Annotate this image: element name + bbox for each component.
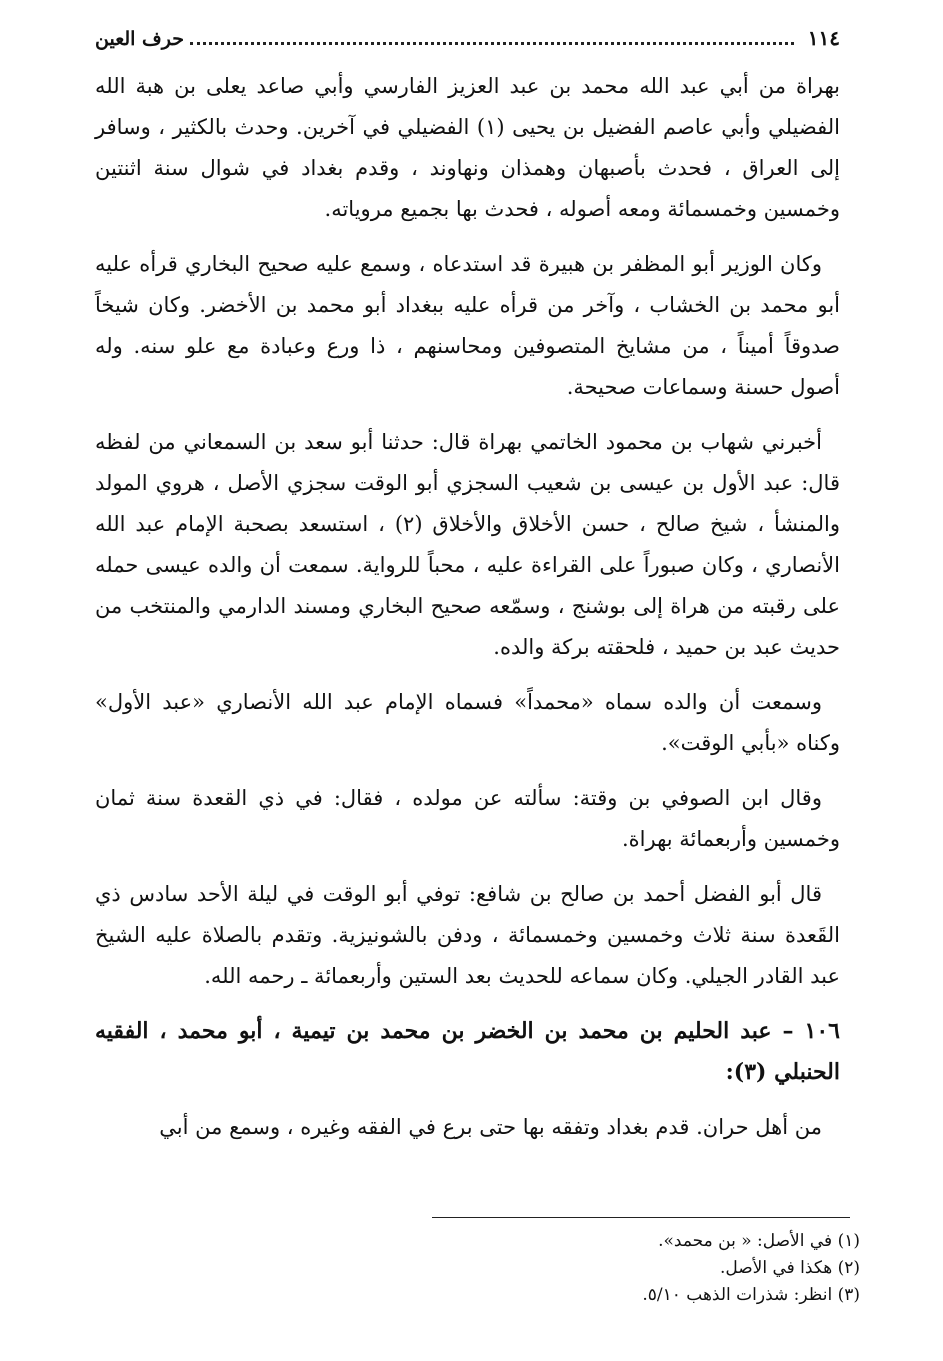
entry-heading: ١٠٦ – عبد الحليم بن محمد بن الخضر بن محمد بن تيمية ، أبو محمد ، الفقيه الحنبلي (٣):	[95, 1018, 840, 1085]
footnote-3: (٣) انظر: شذرات الذهب ٥/١٠.	[642, 1285, 860, 1305]
book-page	[95, 26, 840, 1162]
footnote-separator	[432, 1217, 850, 1219]
page-number: ١١٤	[807, 26, 840, 50]
paragraph-birth: وقال ابن الصوفي بن وقتة: سألته عن مولده ، فقال: في ذي القعدة سنة ثمان وخمسين وأربعمائة بهراة.	[95, 786, 840, 851]
footnote-2: (٢) هكذا في الأصل.	[719, 1258, 860, 1278]
chapter-title: حرف العين	[95, 28, 184, 50]
paragraph-naming: وسمعت أن والده سماه «محمداً» فسماه الإمام عبد الله الأنصاري «عبد الأول» وكناه «بأبي الوقت».	[95, 690, 840, 755]
entry-text: من أهل حران. قدم بغداد وتفقه بها حتى برع في الفقه وغيره ، وسمع من أبي	[159, 1115, 822, 1139]
paragraph-continuation: بهراة من أبي عبد الله محمد بن عبد العزيز الفارسي وأبي صاعد يعلى بن هبة الله الفضيلي وأبي عاصم الفضيل بن يحيى (١) الفضيلي في آخرين. وحدث بالكثير ، وسافر إلى العراق ، فحدث بأصبهان وهمذان ونهاوند ، وقدم بغداد في شوال سنة اثنتين وخمسين وخمسمائة ومعه أصوله ، فحدث بها بجميع مروياته.	[95, 74, 841, 221]
paragraph-death: قال أبو الفضل أحمد بن صالح بن شافع: توفي أبو الوقت في ليلة الأحد سادس ذي القَعدة سنة ثلاث وخمسين وخمسمائة ، ودفن بالشونيزية. وتقدم بالصلاة عليه الشيخ عبد القادر الجيلي. وكان سماعه للحديث بعد الستين وأربعمائة ـ رحمه الله.	[95, 882, 840, 988]
paragraph-vizier: وكان الوزير أبو المظفر بن هبيرة قد استدعاه ، وسمع عليه صحيح البخاري قرأه عليه أبو محمد بن الخشاب ، وآخر من قرأه عليه ببغداد أبو محمد بن الأخضر. وكان شيخاً صدوقاً أميناً ، من مشايخ المتصوفين ومحاسنهم ، ذا ورع وعبادة مع علو سنه. وله أصول حسنة وسماعات صحيحة.	[95, 252, 840, 399]
leader-dots	[190, 41, 794, 45]
running-head	[95, 26, 840, 66]
footnotes	[500, 1228, 860, 1309]
paragraph-shihab: أخبرني شهاب بن محمود الخاتمي بهراة قال: حدثنا أبو سعد بن السمعاني من لفظه قال: عبد الأول بن عيسى بن شعيب السجزي أبو الوقت سجزي الأصل ، هروي المولد والمنشأ ، شيخ صالح ، حسن الأخلاق والأخلاق (٢) ، استسعد بصحبة الإمام عبد الله الأنصاري ، وكان صبوراً على القراءة عليه ، محباً للرواية. سمعت أن والده عيسى حمله على رقبته من هراة إلى بوشنج ، وسمّعه صحيح البخاري ومسند الدارمي والمنتخب من حديث عبد بن حميد ، فلحقته بركة والده.	[95, 430, 840, 659]
footnote-1: (١) في الأصل: « بن محمد».	[658, 1231, 860, 1251]
